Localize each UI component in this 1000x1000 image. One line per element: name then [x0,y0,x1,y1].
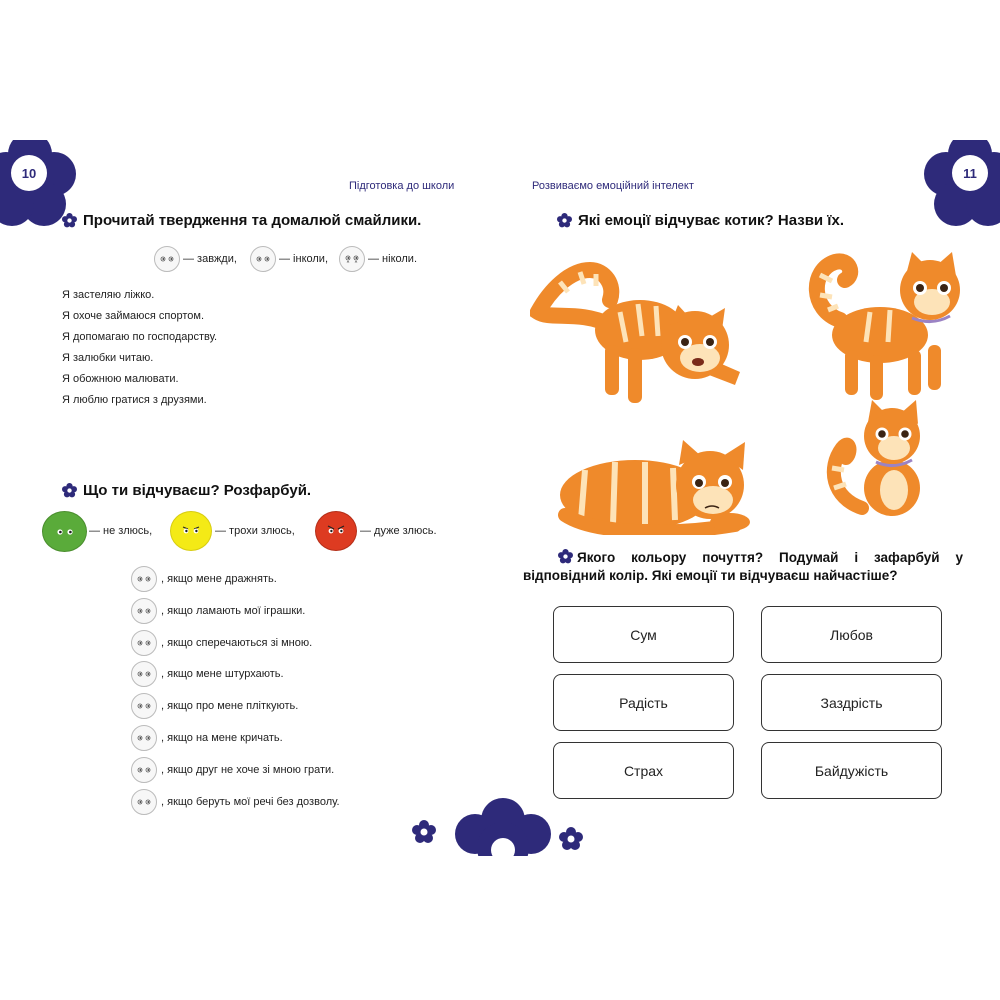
page-number-right: 11 [952,155,988,191]
list-item-text: , якщо на мене кричать. [161,732,283,744]
question-text: Якого кольору почуття? Подумай і зафарбуй у відповідний колір. Які емоції ти відчуваєш найчастіше? [523,550,963,583]
section-title-text: Прочитай твердження та домалюй смайлики. [83,212,422,229]
statement-line: Я обожнюю малювати. [62,373,179,385]
statement-line: Я залюбки читаю. [62,352,154,364]
list-item [131,630,312,656]
smiley-face-green [42,511,87,552]
smiley-face-blank [250,246,276,272]
section-title-statements [62,212,421,229]
smiley-face-blank[interactable] [131,757,157,783]
section-title-cat-emotions [557,212,844,229]
smiley-face-blank[interactable] [131,598,157,624]
emotion-box-sadness[interactable]: Сум [553,606,734,663]
cat-illustration-lying [555,430,765,535]
header-right: Розвиваємо емоційний інтелект [532,180,694,192]
emotion-box-indifference[interactable]: Байдужість [761,742,942,799]
question-feelings-color [523,549,963,585]
list-item [131,693,298,719]
flower-bullet-icon [62,213,77,228]
bottom-flower-large [455,798,551,856]
smiley-face-blank[interactable] [131,789,157,815]
list-item [131,661,284,687]
emotion-box-fear[interactable]: Страх [553,742,734,799]
section-title-feelings [62,482,311,499]
list-item-text: , якщо мене дражнять. [161,573,277,585]
statement-line: Я застеляю ліжко. [62,289,155,301]
cat-illustration-sitting [822,398,942,518]
list-item-text: , якщо беруть мої речі без дозволу. [161,796,340,808]
list-item [131,757,334,783]
statement-line: Я люблю гратися з друзями. [62,394,207,406]
emotion-box-love[interactable]: Любов [761,606,942,663]
list-item [131,789,340,815]
smiley-face-blank [339,246,365,272]
statement-line: Я допомагаю по господарству. [62,331,218,343]
legend-slightly-angry: — трохи злюсь, [215,525,295,537]
section-title-text: Що ти відчуваєш? Розфарбуй. [83,482,312,499]
list-item [131,598,305,624]
smiley-face-blank[interactable] [131,725,157,751]
section-title-text: Які емоції відчуває котик? Назви їх. [578,212,845,229]
smiley-face-red [315,511,357,551]
cat-illustration-alert [800,250,970,410]
smiley-face-yellow [170,511,212,551]
smiley-face-blank [154,246,180,272]
legend-always: — завжди, [183,253,237,265]
smiley-face-blank[interactable] [131,566,157,592]
list-item-text: , якщо про мене пліткують. [161,700,299,712]
bottom-flower-small-right [559,827,583,851]
smiley-face-blank[interactable] [131,630,157,656]
legend-never: — ніколи. [368,253,418,265]
header-left: Підготовка до школи [349,180,455,192]
list-item [131,566,277,592]
list-item-text: , якщо ламають мої іграшки. [161,605,306,617]
list-item-text: , якщо сперечаються зі мною. [161,637,313,649]
bottom-flower-small-left [412,820,436,844]
list-item-text: , якщо друг не хоче зі мною грати. [161,764,335,776]
legend-not-angry: — не злюсь, [89,525,153,537]
flower-bullet-icon [62,483,77,498]
cat-illustration-scared [530,250,750,410]
statement-line: Я охоче займаюся спортом. [62,310,205,322]
emotion-box-envy[interactable]: Заздрість [761,674,942,731]
list-item-text: , якщо мене штурхають. [161,668,284,680]
list-item [131,725,283,751]
legend-very-angry: — дуже злюсь. [360,525,437,537]
flower-bullet-icon [558,549,573,564]
flower-bullet-icon [557,213,572,228]
emotion-box-joy[interactable]: Радість [553,674,734,731]
smiley-face-blank[interactable] [131,693,157,719]
smiley-face-blank[interactable] [131,661,157,687]
legend-sometimes: — інколи, [279,253,329,265]
page-number-left: 10 [11,155,47,191]
